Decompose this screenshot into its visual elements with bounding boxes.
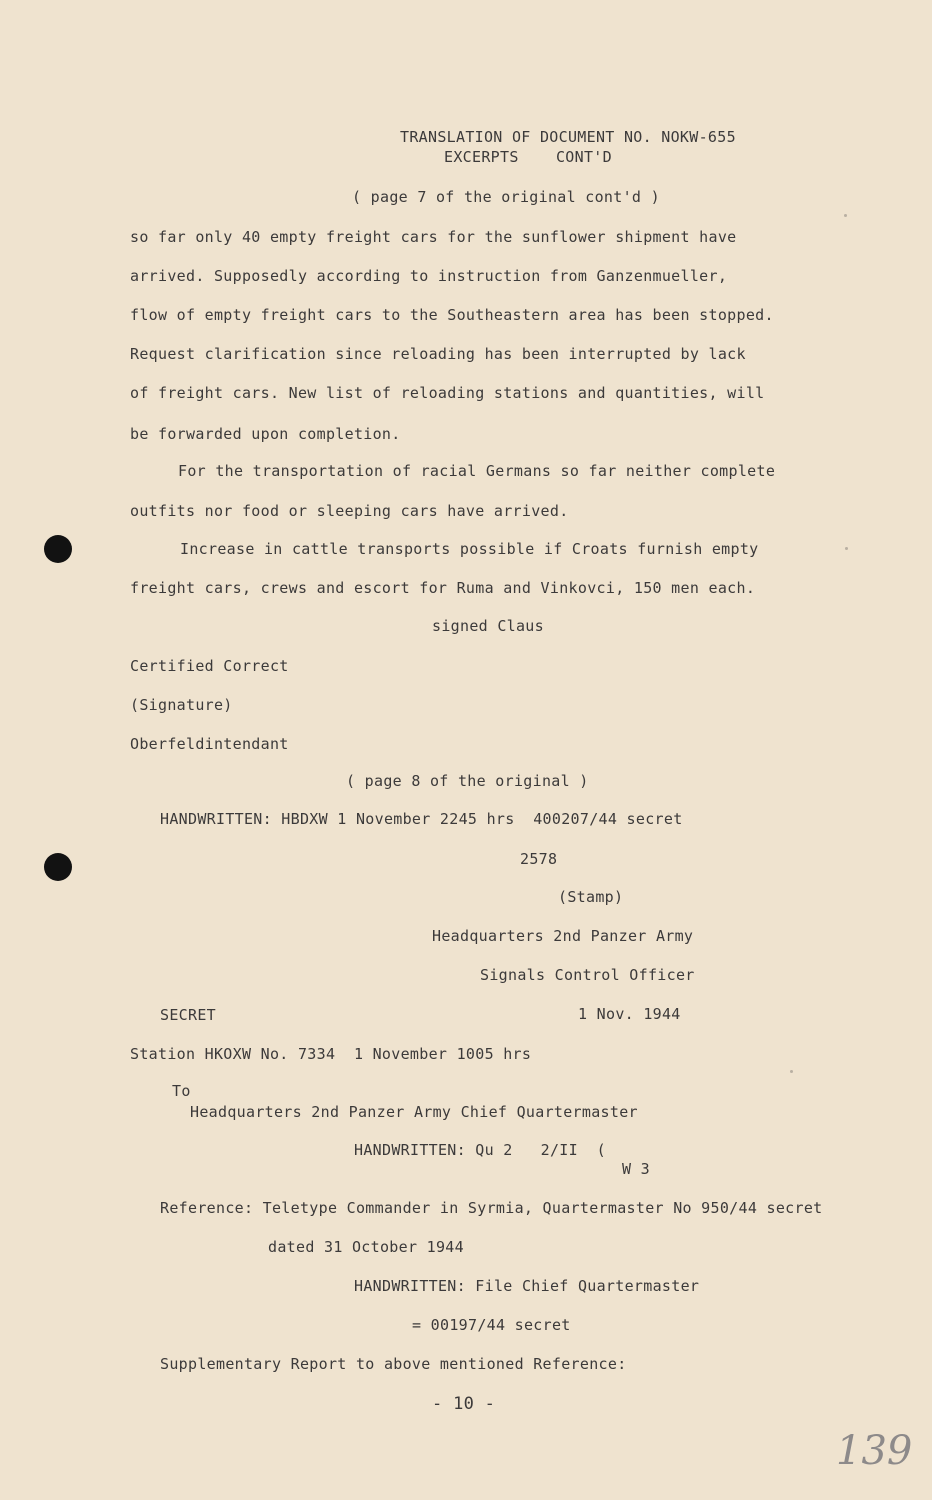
rank-line: Oberfeldintendant — [130, 735, 289, 753]
page-number: - 10 - — [432, 1394, 496, 1414]
signals-line: Signals Control Officer — [480, 966, 695, 984]
paragraph-line: freight cars, crews and escort for Ruma and Vinkovci, 150 men each. — [130, 579, 756, 597]
stamp-line: (Stamp) — [558, 888, 624, 906]
speck — [844, 214, 847, 217]
page-note-8: ( page 8 of the original ) — [346, 772, 589, 790]
header-subtitle: EXCERPTS CONT'D — [444, 148, 612, 166]
paragraph-line: Increase in cattle transports possible if Croats furnish empty — [180, 540, 759, 558]
paragraph-line: Request clarification since reloading has been interrupted by lack — [130, 345, 746, 363]
punch-hole-bottom — [44, 853, 72, 881]
message-number: 2578 — [520, 850, 558, 868]
station-line: Station HKOXW No. 7334 1 November 1005 hrs — [130, 1045, 532, 1063]
speck — [790, 1070, 793, 1073]
handwritten-note-3: HANDWRITTEN: File Chief Quartermaster — [354, 1277, 700, 1295]
secret-label: SECRET — [160, 1006, 216, 1024]
secret-number-line: = 00197/44 secret — [412, 1316, 571, 1334]
dated-line: dated 31 October 1944 — [268, 1238, 464, 1256]
signature-line: (Signature) — [130, 696, 233, 714]
paragraph-line: For the transportation of racial Germans so far neither complete — [178, 462, 776, 480]
signed-line: signed Claus — [432, 617, 544, 635]
paragraph-line: be forwarded upon completion. — [130, 425, 401, 443]
reference-line: Reference: Teletype Commander in Syrmia, Quartermaster No 950/44 secret — [160, 1199, 823, 1217]
paragraph-line: outfits nor food or sleeping cars have arrived. — [130, 502, 569, 520]
to-label: To — [172, 1082, 191, 1100]
to-hq-line: Headquarters 2nd Panzer Army Chief Quartermaster — [190, 1103, 638, 1121]
paragraph-line: of freight cars. New list of reloading stations and quantities, will — [130, 384, 765, 402]
speck — [845, 547, 848, 550]
pencil-annotation: 139 — [836, 1428, 913, 1474]
paragraph-line: so far only 40 empty freight cars for the sunflower shipment have — [130, 228, 737, 246]
page-note-7: ( page 7 of the original cont'd ) — [352, 188, 660, 206]
header-title: TRANSLATION OF DOCUMENT NO. NOKW-655 — [400, 128, 736, 146]
punch-hole-top — [44, 535, 72, 563]
paragraph-line: flow of empty freight cars to the Southeastern area has been stopped. — [130, 306, 774, 324]
certified-line: Certified Correct — [130, 657, 289, 675]
handwritten-note-2: HANDWRITTEN: Qu 2 2/II ( — [354, 1141, 606, 1159]
handwritten-note-1: HANDWRITTEN: HBDXW 1 November 2245 hrs 400207/44 secret — [160, 810, 683, 828]
w3-line: W 3 — [622, 1160, 650, 1178]
paragraph-line: arrived. Supposedly according to instruction from Ganzenmueller, — [130, 267, 728, 285]
date-line: 1 Nov. 1944 — [578, 1005, 681, 1023]
supplementary-line: Supplementary Report to above mentioned Reference: — [160, 1355, 627, 1373]
hq-line: Headquarters 2nd Panzer Army — [432, 927, 694, 945]
